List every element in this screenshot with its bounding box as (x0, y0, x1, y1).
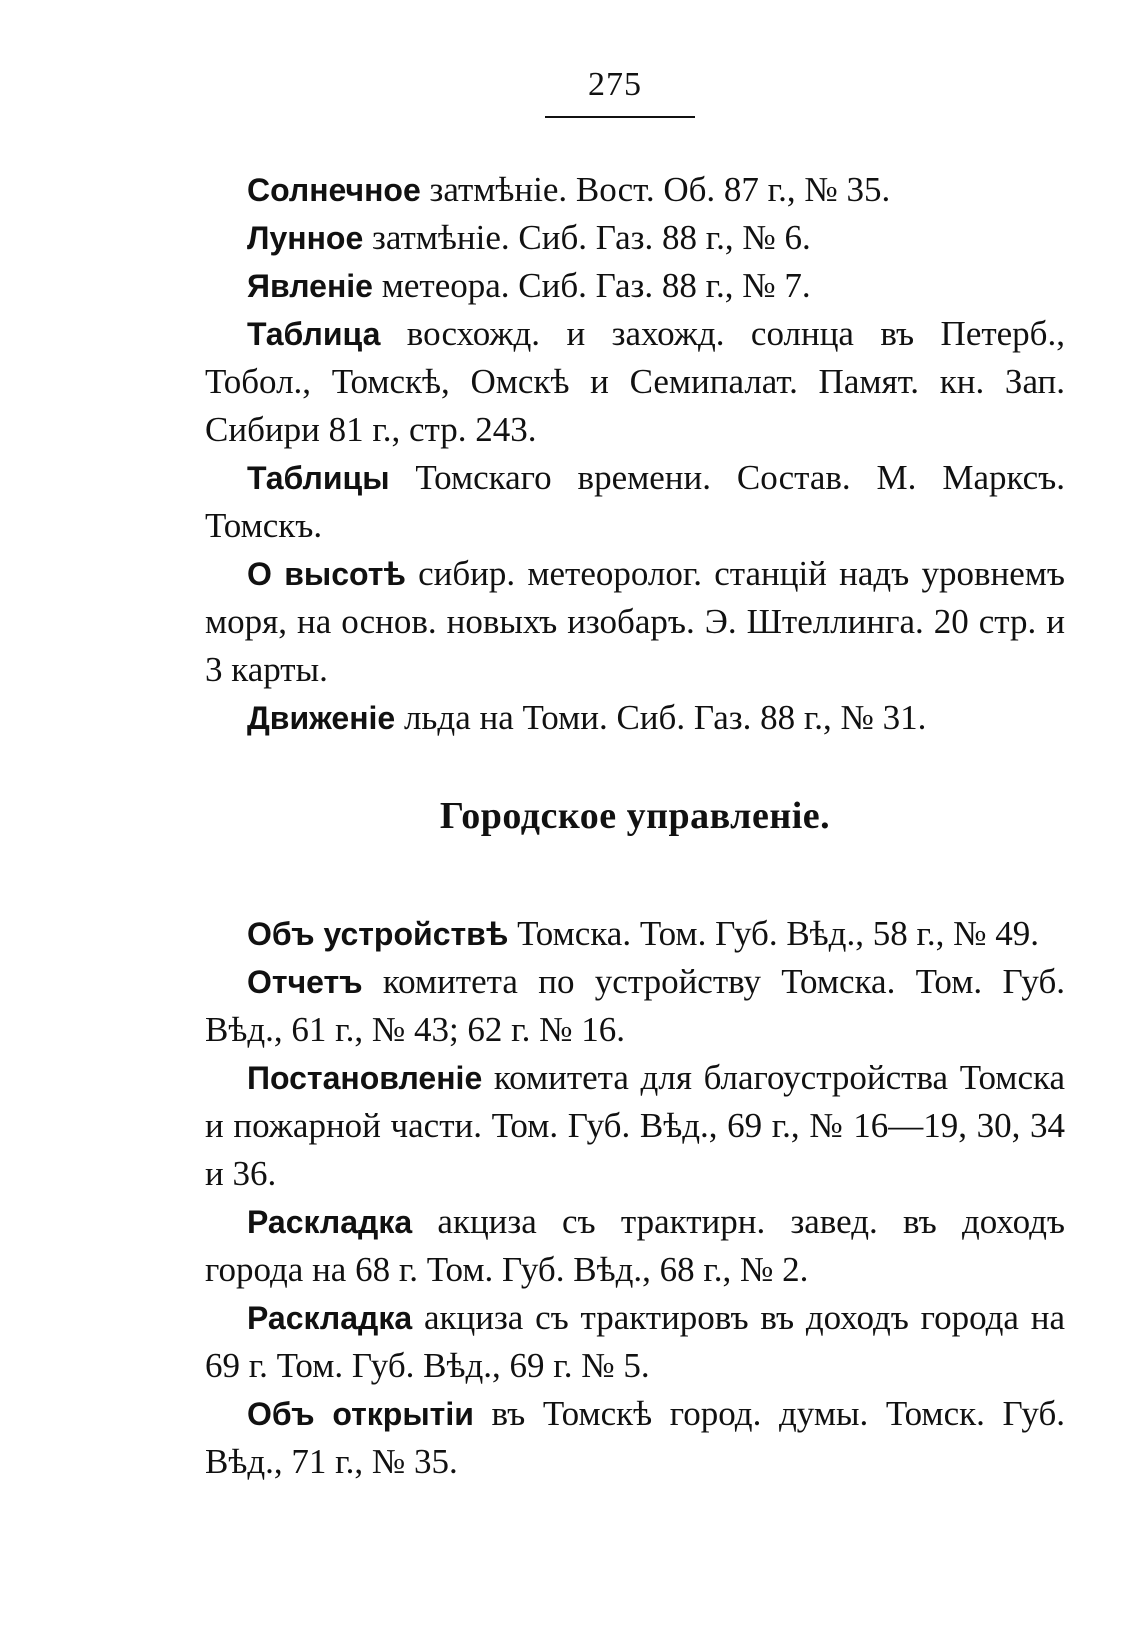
entry-text: метеора. Сиб. Газ. 88 г., № 7. (372, 266, 811, 305)
page-body (205, 166, 1065, 1486)
entry-text: сибир. метеоролог. станцій надъ уровнемъ моря, на основ. новыхъ изобаръ. Э. Штеллинга. 20 стр. и 3 карты. (205, 554, 1065, 689)
entry-text: затмѣніе. Сиб. Газ. 88 г., № 6. (363, 218, 811, 257)
entry-excise-allocation-68 (205, 1198, 1065, 1294)
city-administration-entries (205, 910, 1065, 1486)
entry-station-altitude (205, 550, 1065, 694)
entry-keyword: Явленіе (247, 268, 373, 304)
entry-text: въ Томскѣ город. думы. Томск. Губ. Вѣд., 71 г., № 35. (205, 1394, 1066, 1481)
astronomy-entries (205, 166, 1065, 742)
entry-text: восхожд. и захожд. солнца въ Петерб., Тобол., Томскѣ, Омскѣ и Семипалат. Памят. кн. Зап. Сибири 81 г., стр. 243. (205, 314, 1065, 449)
entry-keyword: О высотѣ (247, 556, 406, 592)
entry-sunrise-table (205, 310, 1065, 454)
entry-keyword: Таблица (247, 316, 381, 352)
entry-keyword: Объ открытіи (247, 1396, 474, 1432)
entry-keyword: Отчетъ (247, 964, 363, 1000)
entry-meteor (205, 262, 1065, 310)
entry-text: затмѣніе. Вост. Об. 87 г., № 35. (420, 170, 891, 209)
entry-keyword: Объ устройствѣ (247, 916, 509, 952)
entry-text: Томска. Том. Губ. Вѣд., 58 г., № 49. (508, 914, 1040, 953)
entry-city-arrangement (205, 910, 1065, 958)
entry-ice-movement (205, 694, 1065, 742)
entry-tomsk-time-tables (205, 454, 1065, 550)
entry-committee-report (205, 958, 1065, 1054)
entry-text: комитета по устройству Томска. Том. Губ. Вѣд., 61 г., № 43; 62 г. № 16. (205, 962, 1065, 1049)
section-heading: Городское управленіе. (439, 795, 831, 837)
entry-keyword: Лунное (247, 220, 364, 256)
entry-city-duma-opening (205, 1390, 1065, 1486)
entry-text: Томскаго времени. Состав. М. Марксъ. Томскъ. (205, 458, 1065, 545)
entry-keyword: Солнечное (247, 172, 421, 208)
page-number-rule (545, 116, 695, 118)
entry-text: льда на Томи. Сиб. Газ. 88 г., № 31. (395, 698, 927, 737)
entry-text: акциза съ трактировъ въ доходъ города на 69 г. Том. Губ. Вѣд., 69 г. № 5. (205, 1298, 1065, 1385)
entry-solar-eclipse (205, 166, 1065, 214)
entry-excise-allocation-69 (205, 1294, 1065, 1390)
entry-keyword: Раскладка (247, 1204, 413, 1240)
entry-text: акциза съ трактирн. завед. въ доходъ города на 68 г. Том. Губ. Вѣд., 68 г., № 2. (205, 1202, 1065, 1289)
entry-committee-resolution (205, 1054, 1065, 1198)
entry-keyword: Постановленіе (247, 1060, 483, 1096)
entry-keyword: Таблицы (247, 460, 390, 496)
entry-lunar-eclipse (205, 214, 1065, 262)
entry-text: комитета для благоустройства Томска и пожарной части. Том. Губ. Вѣд., 69 г., № 16—19, 30, 34 и 36. (205, 1058, 1065, 1193)
entry-keyword: Движеніе (247, 700, 396, 736)
entry-keyword: Раскладка (247, 1300, 413, 1336)
page-number: 275 (588, 66, 642, 103)
